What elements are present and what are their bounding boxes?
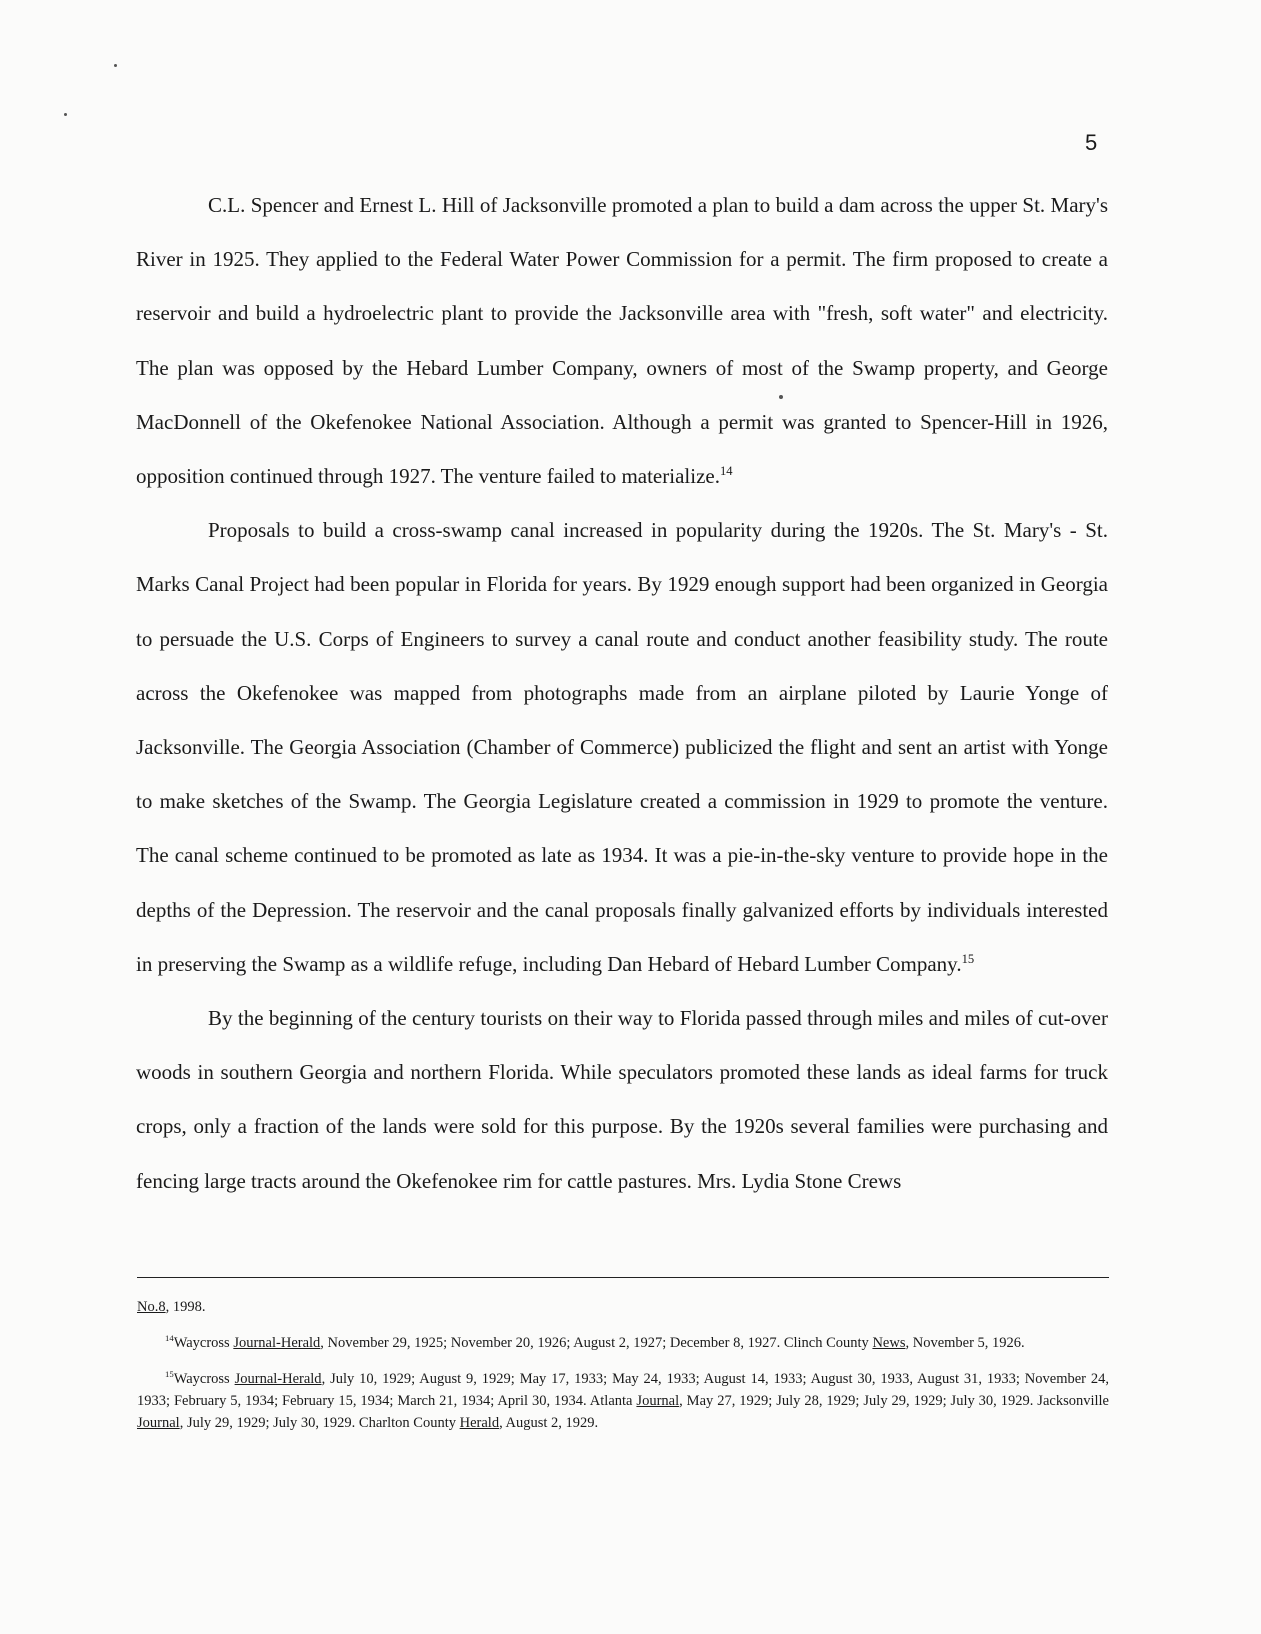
footnote-marker: 15 bbox=[165, 1369, 174, 1380]
footnote-marker: 14 bbox=[165, 1333, 174, 1344]
paragraph-text: Proposals to build a cross-swamp canal increased in popularity during the 1920s. The St. Mary's - St. Marks Canal Project had been popular in Florida for years. By 1929 enough support had been organized in Georgia to persuade the U.S. Corps of Engineers to survey a canal route and conduct another feasibility study. The route across the Okefenokee was mapped from photographs made from an airplane piloted by Laurie Yonge of Jacksonville. The Georgia Association (Chamber of Commerce) publicized the flight and sent an artist with Yonge to make sketches of the Swamp. The Georgia Legislature created a commission in 1929 to promote the venture. The canal scheme continued to be promoted as late as 1934. It was a pie-in-the-sky venture to provide hope in the depths of the Depression. The reservoir and the canal proposals finally galvanized efforts by individuals interested in preserving the Swamp as a wildlife refuge, including Dan Hebard of Hebard Lumber Company. bbox=[136, 518, 1108, 976]
page-number: 5 bbox=[1085, 130, 1098, 155]
footnote-ref[interactable]: 15 bbox=[961, 951, 975, 966]
publication-title: Journal bbox=[636, 1393, 680, 1409]
footnotes bbox=[137, 1296, 1109, 1448]
publication-title: Journal bbox=[137, 1415, 180, 1431]
footnote-continued: No.8, 1998. bbox=[137, 1299, 206, 1315]
paragraph bbox=[136, 991, 1108, 1208]
body-text bbox=[136, 178, 1108, 1208]
publication-title: Journal-Herald bbox=[233, 1335, 321, 1351]
publication-title: Herald bbox=[459, 1415, 500, 1431]
publication-title: Journal-Herald bbox=[234, 1371, 322, 1387]
scan-speck bbox=[64, 113, 67, 116]
paragraph bbox=[136, 503, 1108, 991]
paragraph-text: C.L. Spencer and Ernest L. Hill of Jacksonville promoted a plan to build a dam across the upper St. Mary's River in 1925. They applied to the Federal Water Power Commission for a permit. The firm proposed to create a reservoir and build a hydroelectric plant to provide the Jacksonville area with "fresh, soft water" and electricity. The plan was opposed by the Hebard Lumber Company, owners of most of the Swamp property, and George MacDonnell of the Okefenokee National Association. Although a permit was granted to Spencer-Hill in 1926, opposition continued through 1927. The venture failed to materialize. bbox=[136, 193, 1108, 489]
footnote-divider bbox=[137, 1277, 1109, 1278]
paragraph bbox=[136, 178, 1108, 503]
publication-title: News bbox=[872, 1335, 906, 1351]
scan-speck bbox=[114, 64, 117, 67]
footnote-14: $^{14}$Waycross Journal-Herald, November 29, 1925; November 20, 1926; August 2, 1927; December 8, 1927. Clinch County News, November 5, 1926. bbox=[165, 1333, 1025, 1351]
paragraph-text: By the beginning of the century tourists on their way to Florida passed through miles and miles of cut-over woods in southern Georgia and northern Florida. While speculators promoted these lands as ideal farms for truck crops, only a fraction of the lands were sold for this purpose. By the 1920s several families were purchasing and fencing large tracts around the Okefenokee rim for cattle pastures. Mrs. Lydia Stone Crews bbox=[136, 1006, 1108, 1193]
footnote-ref[interactable]: 14 bbox=[719, 464, 733, 479]
footnote-15: $^{15}$Waycross Journal-Herald, July 10, 1929; August 9, 1929; May 17, 1933; May 24, 1933; August 14, 1933; August 30, 1933, August 31, 1933; November 24, 1933; February 5, 1934; February 15, 1934; March 21, 1934; April 30, 1934. Atlanta Journal, May 27, 1929; July 28, 1929; July 29, 1929; July 30, 1929. Jacksonville Journal, July 29, 1929; July 30, 1929. Charlton County Herald, August 2, 1929. bbox=[137, 1369, 1109, 1431]
